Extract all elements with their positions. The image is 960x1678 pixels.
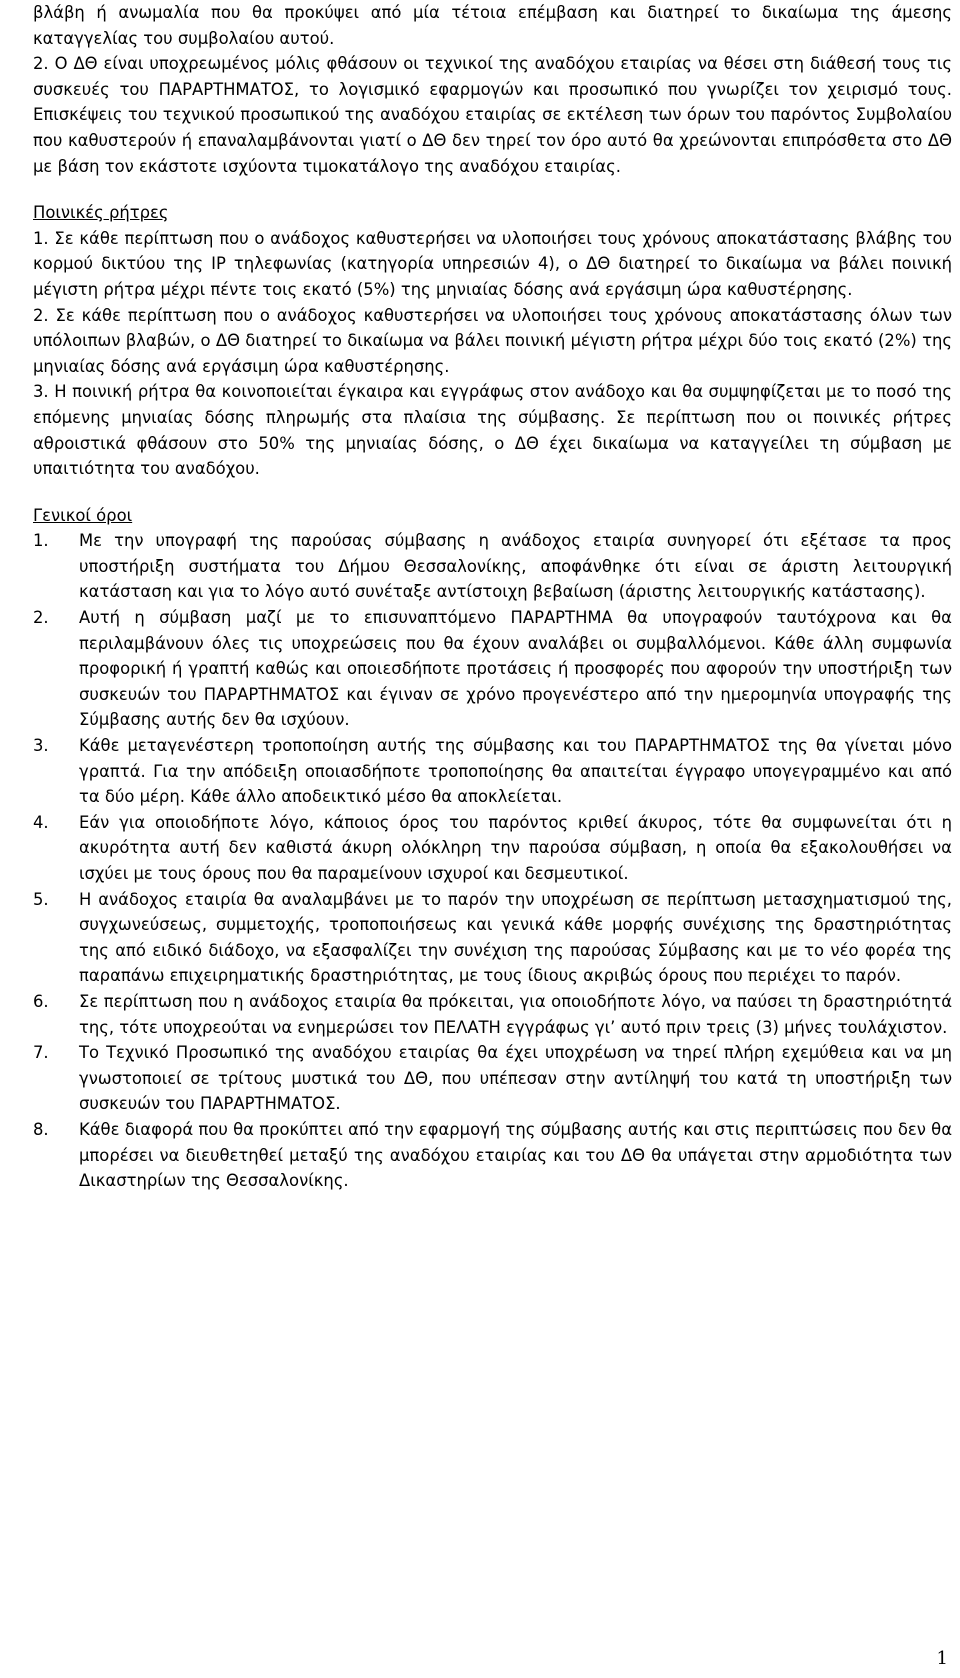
list-item-text: Το Τεχνικό Προσωπικό της αναδόχου εταιρίας θα έχει υποχρέωση να τηρεί πλήρη εχεμύθεια και να μη γνωστοποιεί σε τρίτους μυστικά του ΔΘ, που υπέπεσαν στην αντίληψή του κατά τη υποστήριξη των συσκευών του ΠΑΡΑΡΤΗΜΑΤΟΣ.	[79, 1043, 952, 1114]
list-item-number: 7.	[33, 1043, 49, 1063]
intro-paragraph-2: 2. Ο ΔΘ είναι υποχρεωμένος μόλις φθάσουν οι τεχνικοί της αναδόχου εταιρίας να θέσει στη διάθεσή τους τις συσκευές του ΠΑΡΑΡΤΗΜΑΤΟΣ, το λογισμικό εφαρμογών και προσωπικό που γνωρίζει τον χειρισμό τους. Επισκέψεις του τεχνικού προσωπικού της αναδόχου εταιρίας σε εκτέλεση των όρων του παρόντος Συμβολαίου που καθυστερούν ή επαναλαμβάνονται γιατί ο ΔΘ δεν τηρεί τον όρο αυτό θα χρεώνονται επιπρόσθετα στο ΔΘ με βάση τον εκάστοτε ισχύοντα τιμοκατάλογο της αναδόχου εταιρίας.	[33, 54, 952, 176]
penalties-heading: Ποινικές ρήτρες	[33, 203, 169, 223]
spacer	[33, 482, 952, 503]
list-item-text: Κάθε μεταγενέστερη τροποποίηση αυτής της σύμβασης και του ΠΑΡΑΡΤΗΜΑΤΟΣ της θα γίνεται μόνο γραπτά. Για την απόδειξη οποιασδήποτε τροποποίησης θα απαιτείται έγγραφο υπογεγραμμένο και από τα δύο μέρη. Κάθε άλλο αποδεικτικό μέσο θα αποκλείεται.	[79, 736, 952, 807]
list-item-text: Η ανάδοχος εταιρία θα αναλαμβάνει με το παρόν την υποχρέωση σε περίπτωση μετασχηματισμού της, συγχωνεύσεως, συμμετοχής, τροποποιήσεως και γενικά κάθε μορφής συνέχισης της δραστηριότητας της από ειδικό διάδοχο, να εξασφαλίζει την συνέχιση της παρούσας Σύμβασης και με το νέο φορέα της παραπάνω επιχειρηματικής δραστηριότητας, με τους ίδιους ακριβώς όρους που περιέχει το παρόν.	[79, 889, 952, 986]
list-item	[33, 733, 952, 810]
penalties-paragraph-2: 2. Σε κάθε περίπτωση που ο ανάδοχος καθυστερήσει να υλοποιήσει τους χρόνους αποκατάστασης όλων των υπόλοιπων βλαβών, ο ΔΘ διατηρεί το δικαίωμα να βάλει ποινική μέγιστη ρήτρα μέχρι δύο τοις εκατό (2%) της μηνιαίας δόσης ανά εργάσιμη ώρα καθυστέρησης.	[33, 305, 952, 376]
page-number: 1	[936, 1648, 948, 1669]
intro-paragraph-1: βλάβη ή ανωμαλία που θα προκύψει από μία τέτοια επέμβαση και διατηρεί το δικαίωμα της άμεσης καταγγελίας του συμβολαίου αυτού.	[33, 3, 952, 48]
list-item-text: Αυτή η σύμβαση μαζί με το επισυναπτόμενο ΠΑΡΑΡΤΗΜΑ θα υπογραφούν ταυτόχρονα και θα περιλαμβάνουν όλες τις υποχρεώσεις που θα έχουν αναλάβει οι συμβαλλόμενοι. Κάθε άλλη συμφωνία προφορική ή γραπτή καθώς και οποιεσδήποτε προτάσεις ή προσφορές που αφορούν την υποστήριξη των συσκευών του ΠΑΡΑΡΤΗΜΑΤΟΣ και έγιναν σε χρόνο προγενέστερο από την ημερομηνία υπογραφής της Σύμβασης αυτής δεν θα ισχύουν.	[79, 608, 952, 730]
list-item-text: Κάθε διαφορά που θα προκύπτει από την εφαρμογή της σύμβασης αυτής και στις περιπτώσεις που δεν θα μπορέσει να διευθετηθεί μεταξύ της αναδόχου εταιρίας και του ΔΘ θα υπάγεται στην αρμοδιότητα των Δικαστηρίων της Θεσσαλονίκης.	[79, 1119, 952, 1191]
list-item-text: Εάν για οποιοδήποτε λόγο, κάποιος όρος του παρόντος κριθεί άκυρος, τότε θα συμφωνείται ότι η ακυρότητα αυτή δεν καθιστά άκυρη ολόκληρη την παρούσα σύμβαση, η οποία θα εξακολουθήσει να ισχύει με τους όρους που θα παραμείνουν ισχυροί και δεσμευτικοί.	[79, 812, 952, 883]
list-item-number: 2.	[33, 608, 49, 628]
general-terms-list	[33, 528, 952, 1193]
list-item-number: 3.	[33, 736, 49, 756]
penalties-paragraph-3: 3. Η ποινική ρήτρα θα κοινοποιείται έγκαιρα και εγγράφως στον ανάδοχο και θα συμψηφίζεται με το ποσό της επόμενης μηνιαίας δόσης πληρωμής στα πλαίσια της σύμβασης. Σε περίπτωση που οι ποινικές ρήτρες αθροιστικά φθάσουν στο 50% της μηνιαίας δόσης, ο ΔΘ έχει δικαίωμα να καταγγείλει τη σύμβαση με υπαιτιότητα του αναδόχου.	[33, 382, 952, 479]
list-item	[33, 810, 952, 887]
list-item-text: Με την υπογραφή της παρούσας σύμβασης η ανάδοχος εταιρία συνηγορεί ότι εξέτασε τα προς υποστήριξη συστήματα του Δήμου Θεσσαλονίκης, αποφάνθηκε ότι είναι σε άριστη λειτουργική κατάσταση και για το λόγο αυτό συνέταξε αντίστοιχη βεβαίωση (άριστης λειτουργικής κατάστασης).	[79, 531, 952, 602]
general-terms-heading: Γενικοί όροι	[33, 505, 133, 525]
spacer	[33, 179, 952, 200]
list-item-number: 1.	[33, 531, 49, 551]
list-item	[33, 1040, 952, 1117]
list-item	[33, 605, 952, 733]
list-item	[33, 528, 952, 605]
list-item	[33, 1117, 952, 1194]
list-item-number: 4.	[33, 812, 49, 832]
penalties-paragraph-1: 1. Σε κάθε περίπτωση που ο ανάδοχος καθυστερήσει να υλοποιήσει τους χρόνους αποκατάστασης βλάβης του κορμού δικτύου της IP τηλεφωνίας (κατηγορία υπηρεσιών 4), ο ΔΘ διατηρεί το δικαίωμα να βάλει ποινική μέγιστη ρήτρα μέχρι πέντε τοις εκατό (5%) της μηνιαίας δόσης ανά εργάσιμη ώρα καθυστέρησης.	[33, 228, 952, 299]
list-item-text: Σε περίπτωση που η ανάδοχος εταιρία θα πρόκειται, για οποιοδήποτε λόγο, να παύσει τη δραστηριότητά της, τότε υποχρεούται να ενημερώσει τον ΠΕΛΑΤΗ εγγράφως γι’ αυτό πριν τρεις (3) μήνες τουλάχιστον.	[79, 991, 952, 1037]
document-page	[33, 0, 952, 1194]
list-item-number: 5.	[33, 889, 49, 909]
list-item	[33, 887, 952, 989]
list-item-number: 8.	[33, 1119, 49, 1139]
list-item-number: 6.	[33, 991, 49, 1011]
list-item	[33, 989, 952, 1040]
